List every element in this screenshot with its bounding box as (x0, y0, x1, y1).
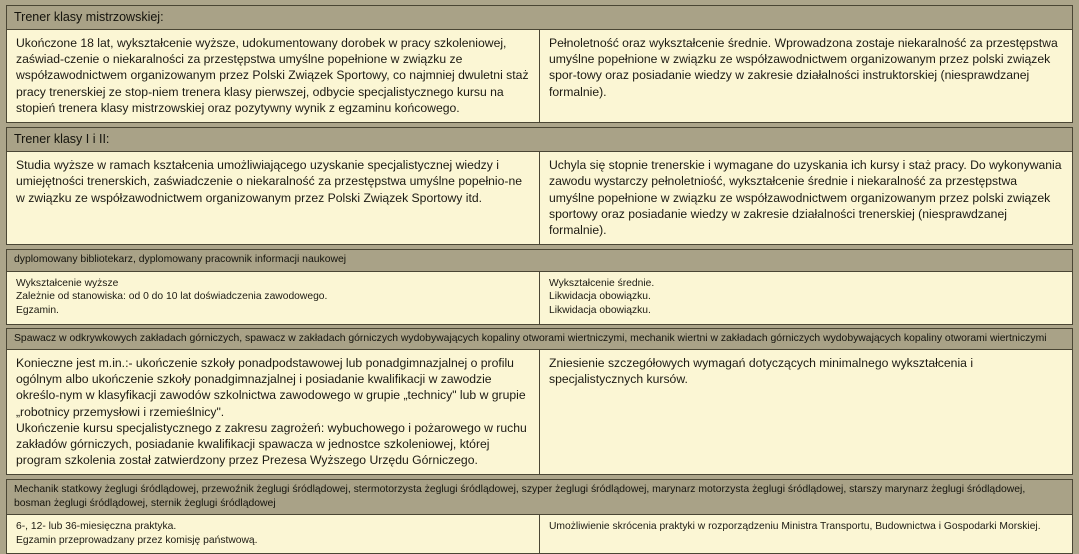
occupation-header: Trener klasy I i II: (6, 127, 1073, 152)
deregulation-table (6, 5, 1073, 554)
cell-paragraph: Wykształcenie wyższe (16, 277, 119, 289)
occupation-header: Mechanik statkowy żeglugi śródlądowej, przewoźnik żeglugi śródlądowej, stermotorzysta żeglugi śródlądowej, szyper żeglugi śródlądowej, marynarz motorzysta żeglugi śródlądowej, starszy marynarz żeglugi śródlądowej, bosman żeglugi śródlądowej, sternik żeglugi śródlądowej (6, 479, 1073, 515)
cell-paragraph: 6-, 12- lub 36-miesięczna praktyka. (16, 521, 177, 533)
proposed-changes-cell (540, 350, 1072, 475)
cell-paragraph: Likwidacja obowiązku. (549, 304, 651, 316)
proposed-changes-cell (540, 30, 1072, 122)
proposed-changes-cell (540, 515, 1072, 553)
cell-paragraph: Egzamin przeprowadzany przez komisję państwową. (16, 534, 258, 546)
cell-paragraph: Egzamin. (16, 304, 59, 316)
proposed-changes-cell (540, 152, 1072, 244)
cell-paragraph: Zniesienie szczegółowych wymagań dotyczących minimalnego wykształcenia i specjalistycznych kursów. (549, 355, 974, 387)
table-row (6, 152, 1073, 245)
current-requirements-cell (7, 515, 540, 553)
occupation-header: Spawacz w odkrywkowych zakładach górniczych, spawacz w zakładach górniczych wydobywających kopaliny otworami wiertniczymi, mechanik wiertni w zakładach górniczych wydobywających kopaliny otworami wiertniczymi (6, 328, 1073, 350)
cell-paragraph: Umożliwienie skrócenia praktyki w rozporządzeniu Ministra Transportu, Budownictwa i Gospodarki Morskiej. (549, 521, 1041, 533)
table-row (6, 30, 1073, 123)
cell-paragraph: Wykształcenie średnie. (549, 277, 655, 289)
table-row (6, 350, 1073, 476)
current-requirements-cell (7, 272, 540, 324)
cell-paragraph: Ukończone 18 lat, wykształcenie wyższe, udokumentowany dorobek w pracy szkoleniowej, zaświad-czenie o niekaralności za przestępstwa umyślne popełnione w związku ze współzawodnictwem organizowanym przez Polski Związek Sportowy, co najmniej dwuletni staż pracy trenerskiej ze stop-niem trenera klasy pierwszej, odbycie specjalistycznego kursu na stopień trenera klasy mistrzowskiej oraz pozytywny wynik z egzaminu końcowego. (16, 36, 529, 115)
occupation-header: Trener klasy mistrzowskiej: (6, 5, 1073, 30)
table-section (6, 249, 1073, 324)
proposed-changes-cell (540, 272, 1072, 324)
cell-paragraph: Konieczne jest m.in.:- ukończenie szkoły ponadpodstawowej lub ponadgimnazjalnej o profilu ogólnym albo ukończenie szkoły ponadgimnazjalnej i posiadanie kwalifikacji w zawodzie określo-nym w klasyfikacji zawodów szkolnictwa zawodowego w grupie „technicy" lub w grupie „robotnicy przemysłowi i rzemieślnicy". (16, 355, 526, 419)
table-row (6, 272, 1073, 325)
current-requirements-cell (7, 152, 540, 244)
cell-paragraph: Uchyla się stopnie trenerskie i wymagane do uzyskania ich kursy i staż pracy. Do wykonywania zawodu wystarczy pełnoletniość, wykształcenie średnie i niekaralność za przestępstwa umyślne popełnione w związku ze współzawodnictwem organizowanym przez polski związek sportowy oraz posiadanie wiedzy w zakresie działalności trenerskiej (niesprawdzanej formalnie). (549, 158, 1062, 237)
occupation-header: dyplomowany bibliotekarz, dyplomowany pracownik informacji naukowej (6, 249, 1073, 271)
table-section (6, 127, 1073, 245)
cell-paragraph: Likwidacja obowiązku. (549, 291, 651, 303)
cell-paragraph: Zależnie od stanowiska: od 0 do 10 lat doświadczenia zawodowego. (16, 291, 328, 303)
table-section (6, 5, 1073, 123)
cell-paragraph: Pełnoletność oraz wykształcenie średnie. Wprowadzona zostaje niekaralność za przestępstwa umyślne popełnione w związku ze współzawodnictwem organizowanym przez polski związek spor-towy oraz posiadanie wiedzy w zakresie działalności instruktorskiej (niesprawdzanej formalnie). (549, 36, 1058, 99)
table-section (6, 328, 1073, 476)
current-requirements-cell (7, 30, 540, 122)
cell-paragraph: Studia wyższe w ramach kształcenia umożliwiającego uzyskanie specjalistycznej wiedzy i umiejętności trenerskich, zaświadczenie o niekaralność za przestępstwa umyślne popełnio-ne w związku ze współzawodnictwem organizowanym przez Polski Związek Sportowy itd. (16, 158, 523, 205)
table-row (6, 515, 1073, 554)
cell-paragraph: Ukończenie kursu specjalistycznego z zakresu zagrożeń: wybuchowego i pożarowego w ruchu zakładów górniczych, posiadanie kwalifikacji spawacza w jednostce szkoleniowej, której program szkolenia został zatwierdzony przez Prezesa Wyższego Urzędu Górniczego. (16, 420, 527, 468)
table-section (6, 479, 1073, 554)
current-requirements-cell (7, 350, 540, 475)
